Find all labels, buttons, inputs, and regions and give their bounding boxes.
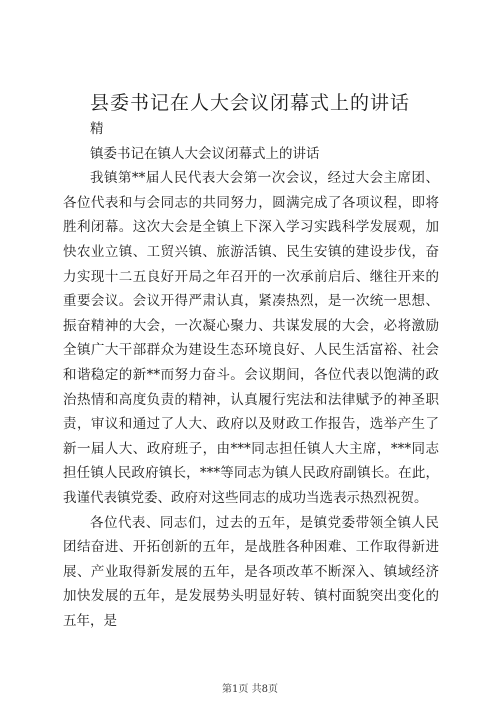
- paragraph-mark: 精: [90, 121, 104, 137]
- document-body: [63, 117, 439, 633]
- paragraph-subtitle: 镇委书记在镇人大会议闭幕式上的讲话: [90, 145, 320, 162]
- paragraph-review: 各位代表、同志们，过去的五年，是镇党委带领全镇人民团结奋进、开拓创新的五年，是战胜各种困难、工作取得新进展、产业取得新发展的五年，是各项改革不断深入、镇域经济加快发展的五年，是发展势头明显好转、镇村面貌突出变化的五年，是: [63, 514, 439, 629]
- paragraph-opening: 我镇第**届人民代表大会第一次会议，经过大会主席团、各位代表和与会同志的共同努力，圆满完成了各项议程，即将胜利闭幕。这次大会是全镇上下深入学习实践科学发展观，加快农业立镇、工贸兴镇、旅游活镇、民生安镇的建设步伐，奋力实现十二五良好开局之年召开的一次承前启后、继往开来的重要会议。会议开得严肃认真，紧凑热烈，是一次统一思想、振奋精神的大会，一次凝心聚力、共谋发展的大会，必将激励全镇广大干部群众为建设生态环境良好、人民生活富裕、社会和谐稳定的新**而努力奋斗。会议期间，各位代表以饱满的政治热情和高度负责的精神，认真履行宪法和法律赋予的神圣职责，审议和通过了人大、政府以及财政工作报告，选举产生了新一届人大、政府班子，由***同志担任镇人大主席，***同志担任镇人民政府镇长，***等同志为镇人民政府副镇长。在此，我谨代表镇党委、政府对这些同志的成功当选表示热烈祝贺。: [63, 170, 439, 506]
- document-title: 县委书记在人大会议闭幕式上的讲话: [89, 92, 410, 114]
- page-footer: 第1页 共8页: [222, 684, 278, 695]
